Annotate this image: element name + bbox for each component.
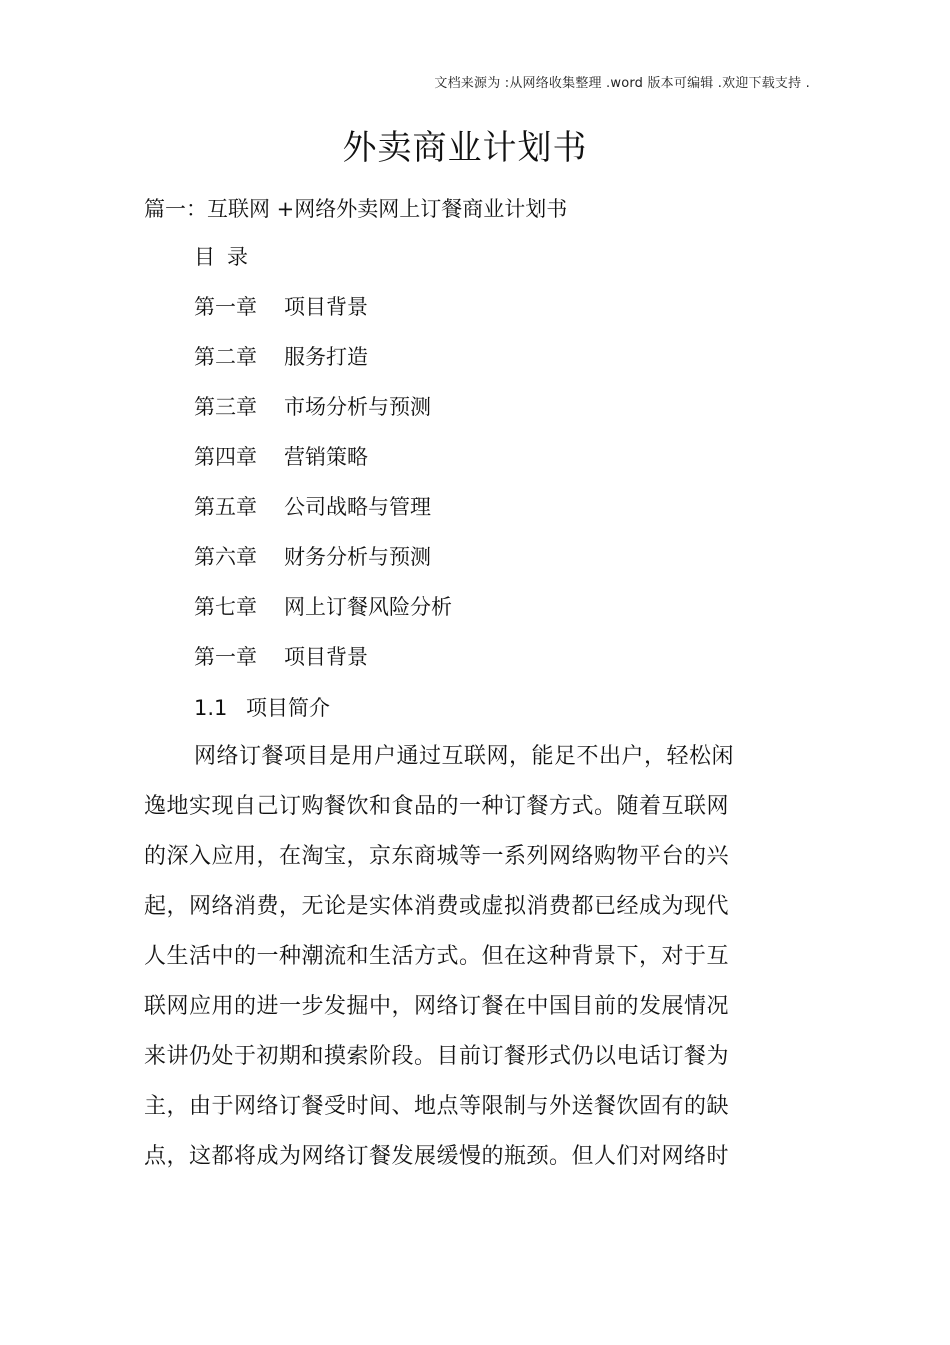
- paragraph-line: 起，网络消费，无论是实体消费或虚拟消费都已经成为现代: [144, 894, 730, 919]
- toc-chapter-number: 第六章: [194, 545, 257, 569]
- paragraph-line: 来讲仍处于初期和摸索阶段。目前订餐形式仍以电话订餐为: [144, 1044, 730, 1069]
- toc-chapter-number: 第一章: [194, 295, 257, 319]
- toc-chapter-number: 第三章: [194, 395, 257, 419]
- paragraph-line: 主，由于网络订餐受时间、地点等限制与外送餐饮固有的缺: [144, 1094, 730, 1119]
- paragraph-line: 逸地实现自己订购餐饮和食品的一种订餐方式。随着互联网: [144, 794, 730, 819]
- paragraph-line: 人生活中的一种潮流和生活方式。但在这种背景下，对于互: [144, 944, 730, 969]
- toc-item: [194, 342, 452, 392]
- chapter-heading: [194, 642, 452, 692]
- toc-item: [194, 442, 452, 492]
- toc-chapter-title: 公司战略与管理: [284, 495, 431, 519]
- toc-chapter-title: 网上订餐风险分析: [284, 595, 452, 619]
- section-number: 1.1: [194, 696, 228, 720]
- toc-chapter-number: 第二章: [194, 345, 257, 369]
- toc-item: [194, 542, 452, 592]
- chapter-number: 第一章: [194, 645, 257, 669]
- paragraph-line: 网络订餐项目是用户通过互联网，能足不出户，轻松闲: [194, 744, 735, 769]
- toc-item: [194, 292, 452, 342]
- toc-chapter-title: 市场分析与预测: [284, 395, 431, 419]
- toc-chapter-number: 第七章: [194, 595, 257, 619]
- section-heading: [194, 692, 330, 722]
- section-title: 项目简介: [246, 696, 330, 720]
- toc-chapter-title: 项目背景: [284, 295, 368, 319]
- toc-chapter-number: 第四章: [194, 445, 257, 469]
- paragraph-line: 的深入应用，在淘宝，京东商城等一系列网络购物平台的兴: [144, 844, 730, 869]
- toc-heading: 目录: [194, 245, 260, 269]
- toc-chapter-title: 营销策略: [284, 445, 368, 469]
- part-heading: 篇一：互联网 +网络外卖网上订餐商业计划书: [144, 197, 568, 221]
- paragraph-line: 联网应用的进一步发掘中，网络订餐在中国目前的发展情况: [144, 994, 730, 1019]
- source-note: 文档来源为 :从网络收集整理 .word 版本可编辑 .欢迎下载支持 .: [434, 76, 810, 91]
- body-paragraph: [144, 740, 744, 1190]
- chapter-title: 项目背景: [284, 645, 368, 669]
- toc-item: [194, 592, 452, 642]
- paragraph-line: 点，这都将成为网络订餐发展缓慢的瓶颈。但人们对网络时: [144, 1144, 730, 1169]
- toc-item: [194, 492, 452, 542]
- document-title: 外卖商业计划书: [342, 128, 588, 168]
- toc-item: [194, 392, 452, 442]
- toc-chapter-title: 服务打造: [284, 345, 368, 369]
- toc-chapter-title: 财务分析与预测: [284, 545, 431, 569]
- toc-chapter-number: 第五章: [194, 495, 257, 519]
- table-of-contents: [194, 242, 452, 692]
